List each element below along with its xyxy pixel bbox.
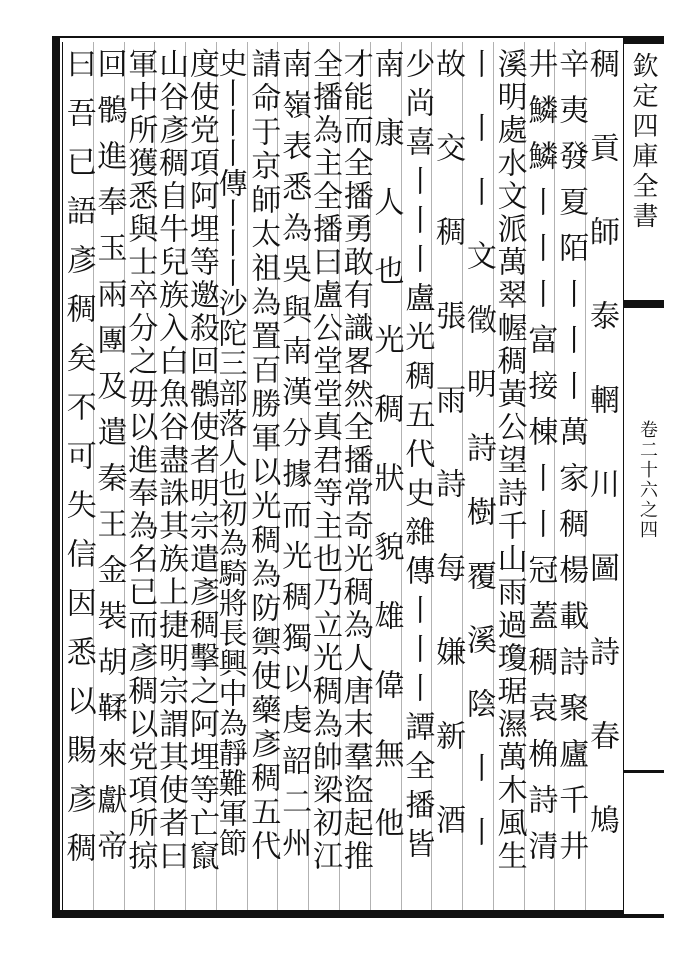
column-rule bbox=[124, 42, 125, 910]
text-column-9: 才能而全播勇敢有識畧然全播常奇光稠為人唐末羣盜起推 bbox=[337, 48, 373, 873]
fish-tail-mark bbox=[624, 300, 664, 308]
text-column-14: 度使党項阿埋等邀殺回鶻使者明宗遣彥稠擊之阿埋等亡竄 bbox=[183, 48, 219, 873]
column-rule bbox=[93, 42, 94, 910]
column-rule bbox=[339, 42, 340, 910]
text-column-15: 山谷彥稠自牛兒族入白魚谷盡誅其族上捷明宗謂其使者曰 bbox=[153, 48, 189, 873]
column-rule bbox=[401, 42, 402, 910]
column-rule bbox=[554, 42, 555, 910]
column-rule bbox=[185, 42, 186, 910]
text-column-17: 回鶻進奉玉兩團及遣秦王金裝胡鞣來獻帝 bbox=[91, 48, 127, 876]
column-rule bbox=[247, 42, 248, 910]
text-column-10: 全播為主全播曰盧公堂堂真君等主也乃立光稠為帥梁初江 bbox=[306, 48, 342, 873]
column-rule bbox=[462, 42, 463, 910]
text-column-1: 稠貢師泰輞川圖詩春鳩 bbox=[583, 48, 619, 888]
column-rule bbox=[370, 42, 371, 910]
text-column-16: 軍中所獲悉與士卒分之毋以進奉為名已而彥稠以党項所掠 bbox=[122, 48, 158, 873]
column-rule bbox=[154, 42, 155, 910]
text-column-5: 丨丨丨文徵明詩樹覆溪陰丨丨 bbox=[460, 48, 496, 880]
column-rule bbox=[216, 42, 217, 910]
text-column-3: 井鱗鱗丨丨丨富接棟丨丨冠蓋稠袁桷詩清 bbox=[522, 48, 558, 876]
column-rule bbox=[308, 42, 309, 910]
column-rule bbox=[277, 42, 278, 910]
text-column-13: 史丨丨丨傳丨丨丨沙陀三部落人也初為騎將長興中為靜難軍節 bbox=[214, 48, 249, 858]
text-column-18: 曰吾已語彥稠矣不可失信因悉以賜彥稠 bbox=[60, 48, 96, 881]
fish-tail-mark-lower bbox=[624, 770, 664, 773]
book-title: 欽定四庫全書 bbox=[628, 52, 658, 232]
column-rule bbox=[585, 42, 586, 910]
text-column-11: 南嶺表悉為吳與南漢分據而光稠獨以虔韶二州 bbox=[276, 48, 312, 868]
text-column-8: 南康人也光稠狀貌雄偉無他 bbox=[368, 48, 404, 876]
text-column-6: 故交稠張雨詩每嫌新酒 bbox=[430, 48, 466, 888]
column-rule bbox=[431, 42, 432, 910]
text-column-7: 少尚喜丨丨丨盧光稠五代史雜傳丨丨丨譚全播皆 bbox=[399, 48, 435, 867]
volume-number: 卷二十六之四 bbox=[637, 420, 658, 540]
column-rule bbox=[524, 42, 525, 910]
text-column-2: 辛夷發夏陌丨丨丨萬家稠楊載詩聚廬千井 bbox=[553, 48, 589, 876]
text-column-4: 溪明處水文派萬翠幄稠黃公望詩千山雨過瓊琚濕萬木風生 bbox=[491, 48, 527, 873]
text-column-12: 請命于京師太祖為置百勝軍以光稠為防禦使藥彥稠五代 bbox=[245, 48, 281, 864]
column-rule bbox=[493, 42, 494, 910]
